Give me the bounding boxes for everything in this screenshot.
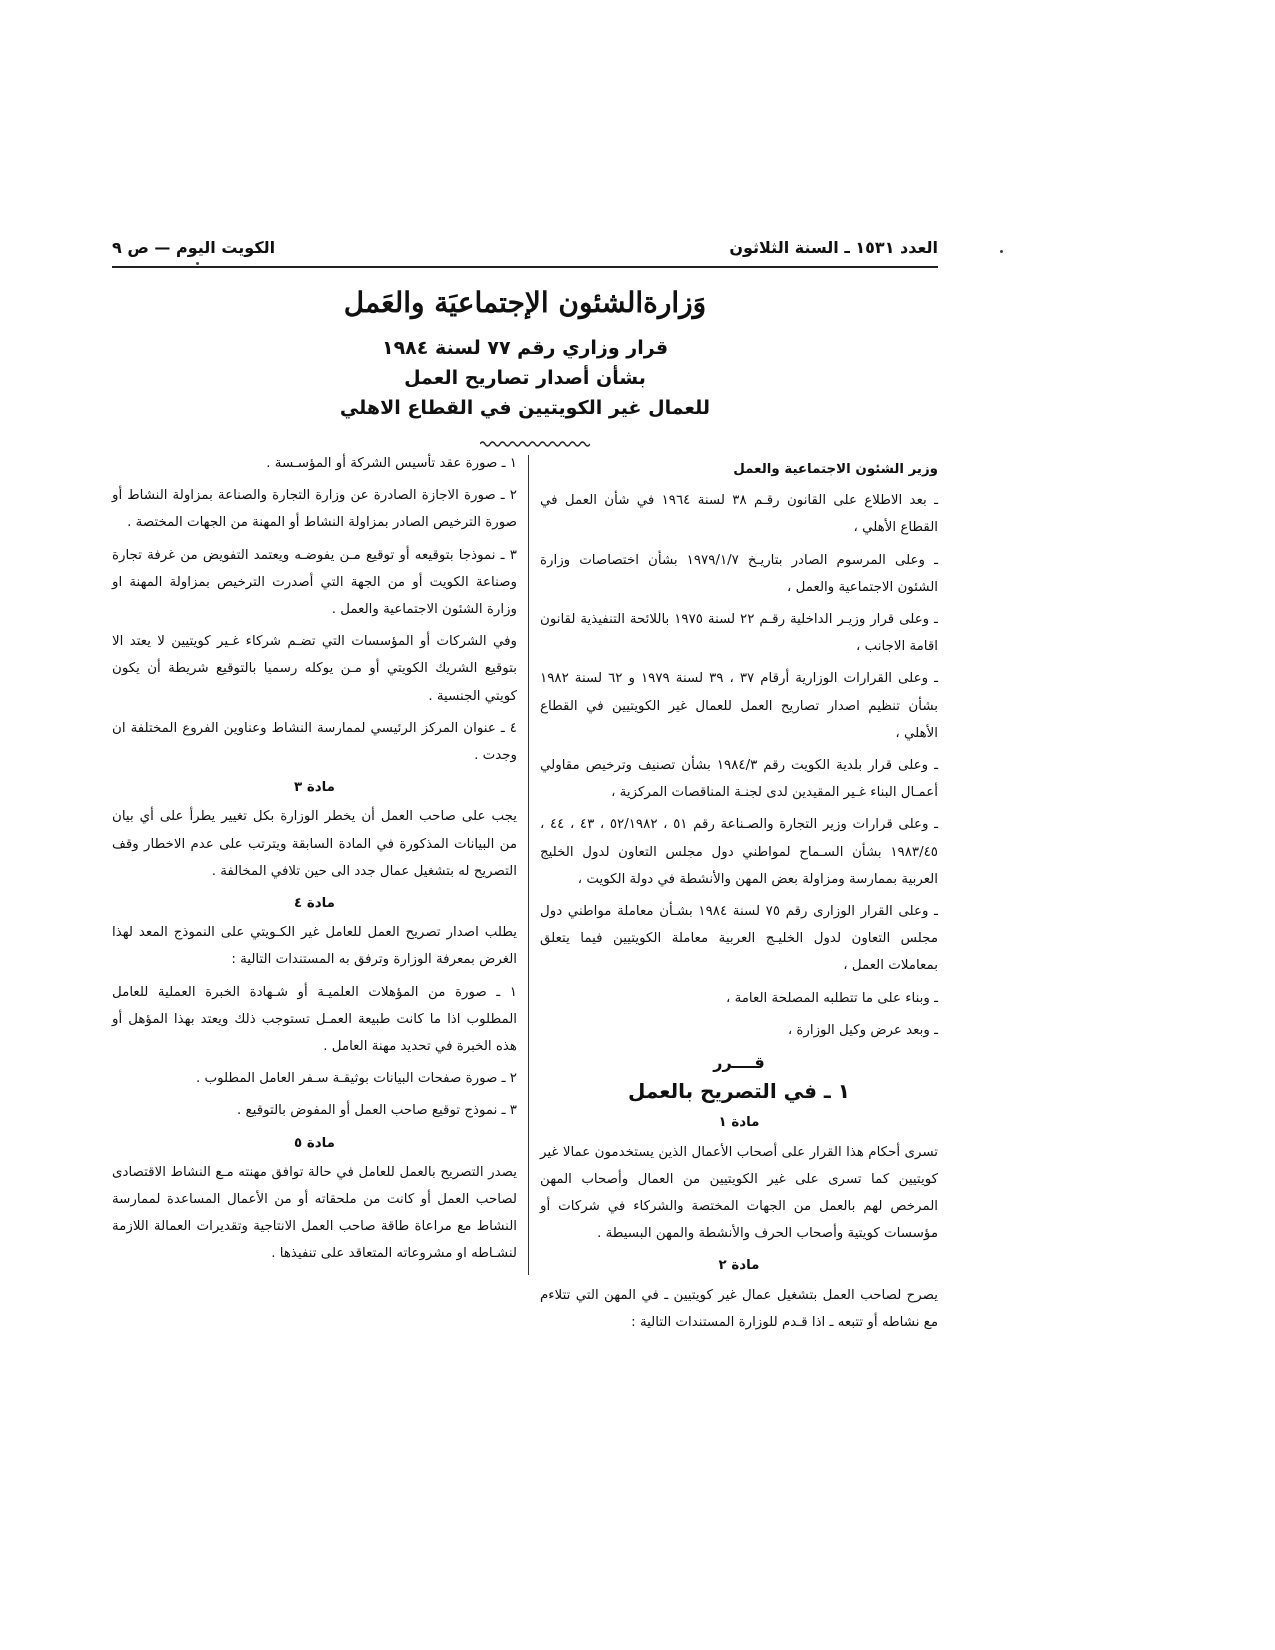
left-column — [112, 450, 517, 1273]
preamble-item: ـ بعد الاطلاع على القانون رقـم ٣٨ لسنة ١٩٦٤ في شأن العمل في القطاع الأهلي ، — [540, 493, 938, 536]
decree-scope: للعمال غير الكويتيين في القطاع الاهلي — [339, 397, 711, 419]
document-item: وفي الشركات أو المؤسسات التي تضـم شركاء غـير كويتيين لا يعتد الا بتوقيع الشريك الكويتي أو مـن يوكله رسميا بالتوقيع شريطة أن يكون كويتي الجنسية . — [112, 634, 517, 704]
scan-speck — [196, 262, 199, 265]
title-block — [330, 286, 720, 427]
column-divider — [528, 455, 529, 1275]
decree-subject: بشأن أصدار تصاريح العمل — [404, 367, 646, 389]
preamble-item: ـ وعلى قرار وزيـر الداخلية رقـم ٢٢ لسنة ١٩٧٥ باللائحة التنفيذية لقانون اقامة الاجانب ، — [540, 612, 938, 655]
section-heading: ١ ـ في التصريح بالعمل — [628, 1079, 850, 1104]
preamble-item: ـ وعلى القرار الوزارى رقم ٧٥ لسنة ١٩٨٤ بشـأن معاملة مواطني دول مجلس التعاون لدول الخليـج العربية معاملة الكويتيين فيما يتعلق بمعاملات العمل ، — [540, 904, 938, 974]
decides-heading: قــــرر — [713, 1053, 765, 1073]
header-rule — [112, 266, 938, 268]
article-1-text: تسرى أحكام هذا القرار على أصحاب الأعمال الذين يستخدمون عمالا غير كويتيين كما تسرى على غير الكويتيين من العمال وأصحاب المهن المرخص لهم بالعمل من الجهات المختصة والشركاء في شركات أو مؤسسات كويتية وأصحاب الحرف والأنشطة والمهن البسيطة . — [540, 1144, 938, 1242]
attachment-item: ٣ ـ نموذج توقيع صاحب العمل أو المفوض بالتوقيع . — [237, 1103, 517, 1119]
header-page-label: الكويت اليوم — ص ٩ — [112, 238, 276, 257]
attachment-item: ١ ـ صورة من المؤهلات العلميـة أو شـهادة الخبرة العملية للعامل المطلوب اذا ما كانت طبيعة العمـل تستوجب ذلك ويعتد بهذا المؤهل أو هذه الخبرة في تحديد مهنة العامل . — [112, 984, 517, 1055]
article-3-text: يجب على صاحب العمل أن يخطر الوزارة بكل تغيير يطرأ على أي بيان من البيانات المذكورة في المادة السابقة ويترتب على عدم الاخطار وقف التصريح له بتشغيل عمال جدد الى حين تلافي المخالفة . — [112, 809, 517, 879]
article-4-text: يطلب اصدار تصريح العمل للعامل غير الكـويتي على النموذج المعد لهذا الغرض بمعرفة الوزارة وترفق به المستندات التالية : — [112, 925, 517, 968]
header-issue-label: العدد ١٥٣١ ـ السنة الثلاثون — [729, 238, 938, 257]
article-2-title: مادة ٢ — [718, 1258, 760, 1274]
article-5-title: مادة ٥ — [294, 1135, 335, 1151]
right-column — [540, 456, 938, 1341]
article-4-title: مادة ٤ — [294, 896, 335, 912]
ornament-divider — [480, 440, 590, 448]
article-5-text: يصدر التصريح بالعمل للعامل في حالة توافق مهنته مـع النشاط الاقتصادى لصاحب العمل أو كانت من ملحقاته أو من الأعمال المساعدة لممارسة النشاط مع مراعاة طاقة صاحب العمل الانتاجية وتقديرات العمالة اللازمة لنشـاطه او مشروعاته المتعاقد على تنفيذها . — [112, 1164, 517, 1262]
preamble-item: ـ وعلى القرارات الوزارية أرقام ٣٧ ، ٣٩ لسنة ١٩٧٩ و ٦٢ لسنة ١٩٨٢ بشأن تنظيم اصدار تصاريح العمل للعمال غير الكويتيين في القطاع الأهلي ، — [540, 671, 939, 741]
document-item: ١ ـ صورة عقد تأسيس الشركة أو المؤسـسة . — [266, 456, 517, 471]
preamble-item: ـ وبعد عرض وكيل الوزارة ، — [787, 1022, 938, 1038]
attachment-item: ٢ ـ صورة صفحات البيانات بوثيقـة سـفر العامل المطلوب . — [195, 1071, 517, 1087]
document-item: ٤ ـ عنوان المركز الرئيسي لممارسة النشاط وعناوين الفروع المختلفة ان وجدت . — [112, 720, 517, 764]
article-1-title: مادة ١ — [718, 1115, 760, 1131]
preamble-item: ـ وبناء على ما تتطلبه المصلحة العامة ، — [726, 990, 938, 1006]
ministry-title: وَزارةالشئون الإجتماعيَة والعَمل — [343, 286, 707, 319]
addressee: وزير الشئون الاجتماعية والعمل — [733, 462, 938, 477]
preamble-item: ـ وعلى المرسوم الصادر بتاريـخ ١٩٧٩/١/٧ بشأن اختصاصات وزارة الشئون الاجتماعية والعمل ، — [540, 552, 938, 595]
decree-number: قرار وزاري رقم ٧٧ لسنة ١٩٨٤ — [381, 337, 669, 359]
document-item: ٢ ـ صورة الاجازة الصادرة عن وزارة التجارة والصناعة بمزاولة النشاط أو صورة الترخيص الصادر بمزاولة النشاط أو المهنة من الجهات المختصة . — [112, 488, 517, 531]
scan-speck — [1000, 250, 1003, 253]
article-3-title: مادة ٣ — [294, 780, 335, 796]
article-2-text: يصرح لصاحب العمل بتشغيل عمال غير كويتيين ـ في المهن التي تتلاءم مع نشاطه أو تتبعه ـ اذا قـدم للوزارة المستندات التالية : — [540, 1287, 938, 1330]
document-item: ٣ ـ نموذجا بتوقيعه أو توقيع مـن يفوضـه ويعتمد التفويض من غرفة تجارة وصناعة الكويت أو من الجهة التي أصدرت الترخيص بمزاولة المهنة او وزارة الشئون الاجتماعية والعمل . — [112, 547, 517, 618]
preamble-item: ـ وعلى قرارات وزير التجارة والصـناعة رقم ٥١ ، ٥٢/١٩٨٢ ، ٤٣ ، ٤٤ ، ١٩٨٣/٤٥ بشأن السـماح لمواطني دول مجلس التعاون لدول الخليج العربية بممارسة ومزاولة بعض المهن والأنشطة في دولة الكويت ، — [540, 817, 938, 887]
preamble-item: ـ وعلى قرار بلدية الكويت رقم ١٩٨٤/٣ بشأن تصنيف وترخيص مقاولي أعمـال البناء غـير المقيدين لدى لجنـة المناقصات المركزية ، — [540, 758, 938, 801]
